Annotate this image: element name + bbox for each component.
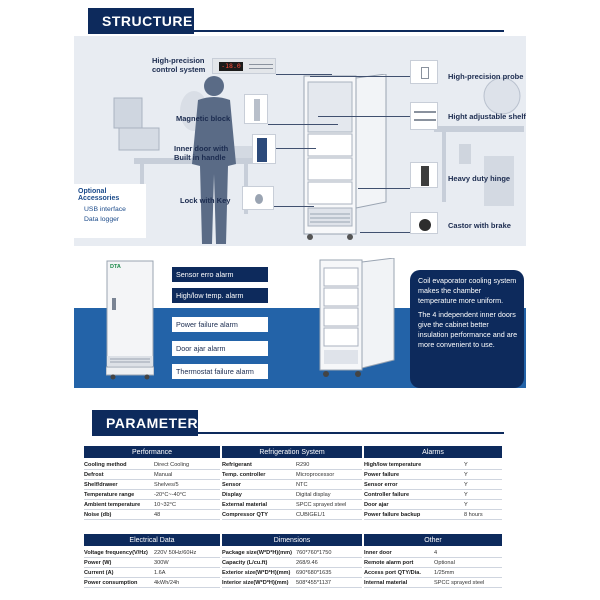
param-row <box>364 579 502 588</box>
parameter-header-rule <box>198 432 504 434</box>
param-value: R290 <box>296 462 310 468</box>
param-row <box>222 471 362 480</box>
callout-shelf: Hight adjustable shelf <box>448 112 526 121</box>
param-key: Interior size(W*D*H)(mm) <box>222 580 289 586</box>
param-row <box>84 511 220 520</box>
accessory-logger: Data logger <box>84 216 120 223</box>
param-value: 508*455*1137 <box>296 580 332 586</box>
param-row <box>222 461 362 470</box>
callout-hinge: Heavy duty hinge <box>448 174 511 183</box>
param-key: Noise (db) <box>84 512 112 518</box>
param-row <box>364 491 502 500</box>
param-key: Display <box>222 492 242 498</box>
param-value: 1.6A <box>154 570 166 576</box>
param-key: Defrost <box>84 472 104 478</box>
control-panel-thumbnail <box>212 58 276 74</box>
param-row <box>222 501 362 510</box>
param-row <box>364 501 502 510</box>
alarm-sensor-error: Sensor erro alarm <box>172 267 268 282</box>
param-row <box>222 559 362 568</box>
param-value: Digital display <box>296 492 331 498</box>
callout-line-innerdoor <box>276 148 316 149</box>
freezer-open-image <box>318 258 398 380</box>
param-table-alarms <box>364 446 502 520</box>
param-value: Y <box>464 502 468 508</box>
param-table-title: Refrigeration System <box>222 446 362 458</box>
callout-magnetic-block: Magnetic block <box>176 114 231 123</box>
optional-accessories-box <box>74 184 146 238</box>
param-value: Y <box>464 492 468 498</box>
param-value: NTC <box>296 482 308 488</box>
param-key: High/low temperature <box>364 462 422 468</box>
param-value: 4 <box>434 550 438 556</box>
param-key: Inner door <box>364 550 392 556</box>
param-key: Access port QTY/Dia. <box>364 570 421 576</box>
display-reading: -18.0 <box>219 62 243 71</box>
coil-text-1: Coil evaporator cooling system makes the chamber temperature more uniform. <box>418 276 517 306</box>
param-row <box>222 491 362 500</box>
alarm-thermostat-failure: Thermostat failure alarm <box>172 364 268 379</box>
param-key: Current (A) <box>84 570 114 576</box>
parameter-header: PARAMETER <box>96 410 198 436</box>
param-row <box>222 511 362 520</box>
param-table-title: Alarms <box>364 446 502 458</box>
param-key: Temp. controller <box>222 472 266 478</box>
freezer-closed-image <box>106 260 154 380</box>
callout-line-lock <box>274 206 314 207</box>
castor-thumbnail <box>410 212 438 234</box>
param-key: Cooling method <box>84 462 127 468</box>
hinge-thumbnail <box>410 162 438 188</box>
param-key: Power consumption <box>84 580 138 586</box>
param-key: Power failure backup <box>364 512 421 518</box>
param-row <box>222 569 362 578</box>
param-value: 300W <box>154 560 169 566</box>
param-value: 8 hours <box>464 512 483 518</box>
callout-line-control <box>276 74 332 75</box>
callout-line-magnetic <box>268 124 338 125</box>
param-row <box>84 559 220 568</box>
param-key: External material <box>222 502 268 508</box>
param-value: Manual <box>154 472 173 478</box>
alarm-door-ajar: Door ajar alarm <box>172 341 268 356</box>
callout-line-castor <box>360 232 410 233</box>
inner-door-thumbnail <box>252 134 276 164</box>
param-table-other <box>364 534 502 588</box>
param-value: Direct Cooling <box>154 462 190 468</box>
param-value: 690*680*1635 <box>296 570 332 576</box>
callout-control-system: High-precision control system <box>152 56 206 74</box>
param-value: Y <box>464 482 468 488</box>
param-key: Exterior size(W*D*H)(mm) <box>222 570 291 576</box>
param-key: Power (W) <box>84 560 112 566</box>
lock-thumbnail <box>242 186 274 210</box>
param-row <box>364 461 502 470</box>
param-table-title: Electrical Data <box>84 534 220 546</box>
param-value: SPCC sprayed steel <box>296 502 347 508</box>
param-table-electrical-data <box>84 534 220 588</box>
callout-lock-with-key: Lock with Key <box>180 196 231 205</box>
freezer-brand-logo: DTA <box>110 264 121 270</box>
callout-line-hinge <box>358 188 410 189</box>
callout-line-probe <box>310 76 410 77</box>
param-key: Capacity (L/cu.ft) <box>222 560 268 566</box>
param-key: Sensor error <box>364 482 398 488</box>
param-key: Remote alarm port <box>364 560 414 566</box>
param-row <box>84 501 220 510</box>
param-row <box>84 549 220 558</box>
param-value: -20°C~-40°C <box>154 492 186 498</box>
param-row <box>84 569 220 578</box>
param-key: Door ajar <box>364 502 389 508</box>
param-table-title: Other <box>364 534 502 546</box>
param-value: CUBIGEL/1 <box>296 512 326 518</box>
probe-thumbnail <box>410 60 438 84</box>
param-value: Optional <box>434 560 455 566</box>
param-key: Refrigerant <box>222 462 252 468</box>
callout-inner-door: Inner door with Built in handle <box>174 144 229 162</box>
param-key: Temperature range <box>84 492 135 498</box>
param-row <box>364 511 502 520</box>
param-key: Voltage frequency(V/Hz) <box>84 550 148 556</box>
param-value: 268/9.46 <box>296 560 318 566</box>
structure-scene <box>74 36 526 246</box>
param-value: SPCC sprayed steel <box>434 580 485 586</box>
magnetic-block-thumbnail <box>244 94 268 124</box>
coil-text-2: The 4 independent inner doors give the cabinet better insulation performance and are more convenient to use. <box>418 309 518 350</box>
param-key: Controller failure <box>364 492 410 498</box>
param-key: Shelf/drawer <box>84 482 118 488</box>
param-key: Compressor QTY <box>222 512 269 518</box>
param-row <box>222 579 362 588</box>
param-key: Sensor <box>222 482 241 488</box>
param-row <box>84 579 220 588</box>
param-value: 1/25mm <box>434 570 455 576</box>
param-value: 48 <box>154 512 161 518</box>
param-key: Ambient temperature <box>84 502 141 508</box>
alarm-power-failure: Power failure alarm <box>172 317 268 332</box>
param-value: Shelves/5 <box>154 482 179 488</box>
structure-header: STRUCTURE <box>92 8 194 34</box>
structure-header-rule <box>194 30 504 32</box>
param-table-performance <box>84 446 220 520</box>
callout-castor: Castor with brake <box>448 221 511 230</box>
param-row <box>364 481 502 490</box>
param-row <box>364 471 502 480</box>
callout-line-shelf <box>318 116 410 117</box>
param-value: 4kWh/24h <box>154 580 180 586</box>
param-key: Power failure <box>364 472 400 478</box>
param-row <box>84 461 220 470</box>
param-row <box>222 481 362 490</box>
param-table-dimensions <box>222 534 362 588</box>
param-value: 760*760*1750 <box>296 550 332 556</box>
param-key: Internal material <box>364 580 408 586</box>
param-row <box>222 549 362 558</box>
shelf-thumbnail <box>410 102 438 130</box>
param-table-title: Performance <box>84 446 220 458</box>
accessories-title: Optional Accessories <box>78 188 120 202</box>
display-buttons <box>249 64 273 69</box>
param-table-refrigeration-system <box>222 446 362 520</box>
accessory-usb: USB interface <box>84 206 126 213</box>
param-value: Y <box>464 462 468 468</box>
coil-evaporator-callout <box>410 270 524 388</box>
param-row <box>364 559 502 568</box>
param-key: Package size(W*D*H)(mm) <box>222 550 292 556</box>
param-row <box>84 491 220 500</box>
param-value: 220V 50Hz/60Hz <box>154 550 197 556</box>
param-value: Microprocessor <box>296 472 335 478</box>
param-row <box>364 549 502 558</box>
param-table-title: Dimensions <box>222 534 362 546</box>
param-row <box>84 471 220 480</box>
alarm-high-low-temp: High/low temp. alarm <box>172 288 268 303</box>
callout-probe: High-precision probe <box>448 72 524 81</box>
freezer-open-illustration <box>302 74 392 242</box>
param-value: Y <box>464 472 468 478</box>
param-value: 10~32°C <box>154 502 176 508</box>
param-row <box>364 569 502 578</box>
param-row <box>84 481 220 490</box>
